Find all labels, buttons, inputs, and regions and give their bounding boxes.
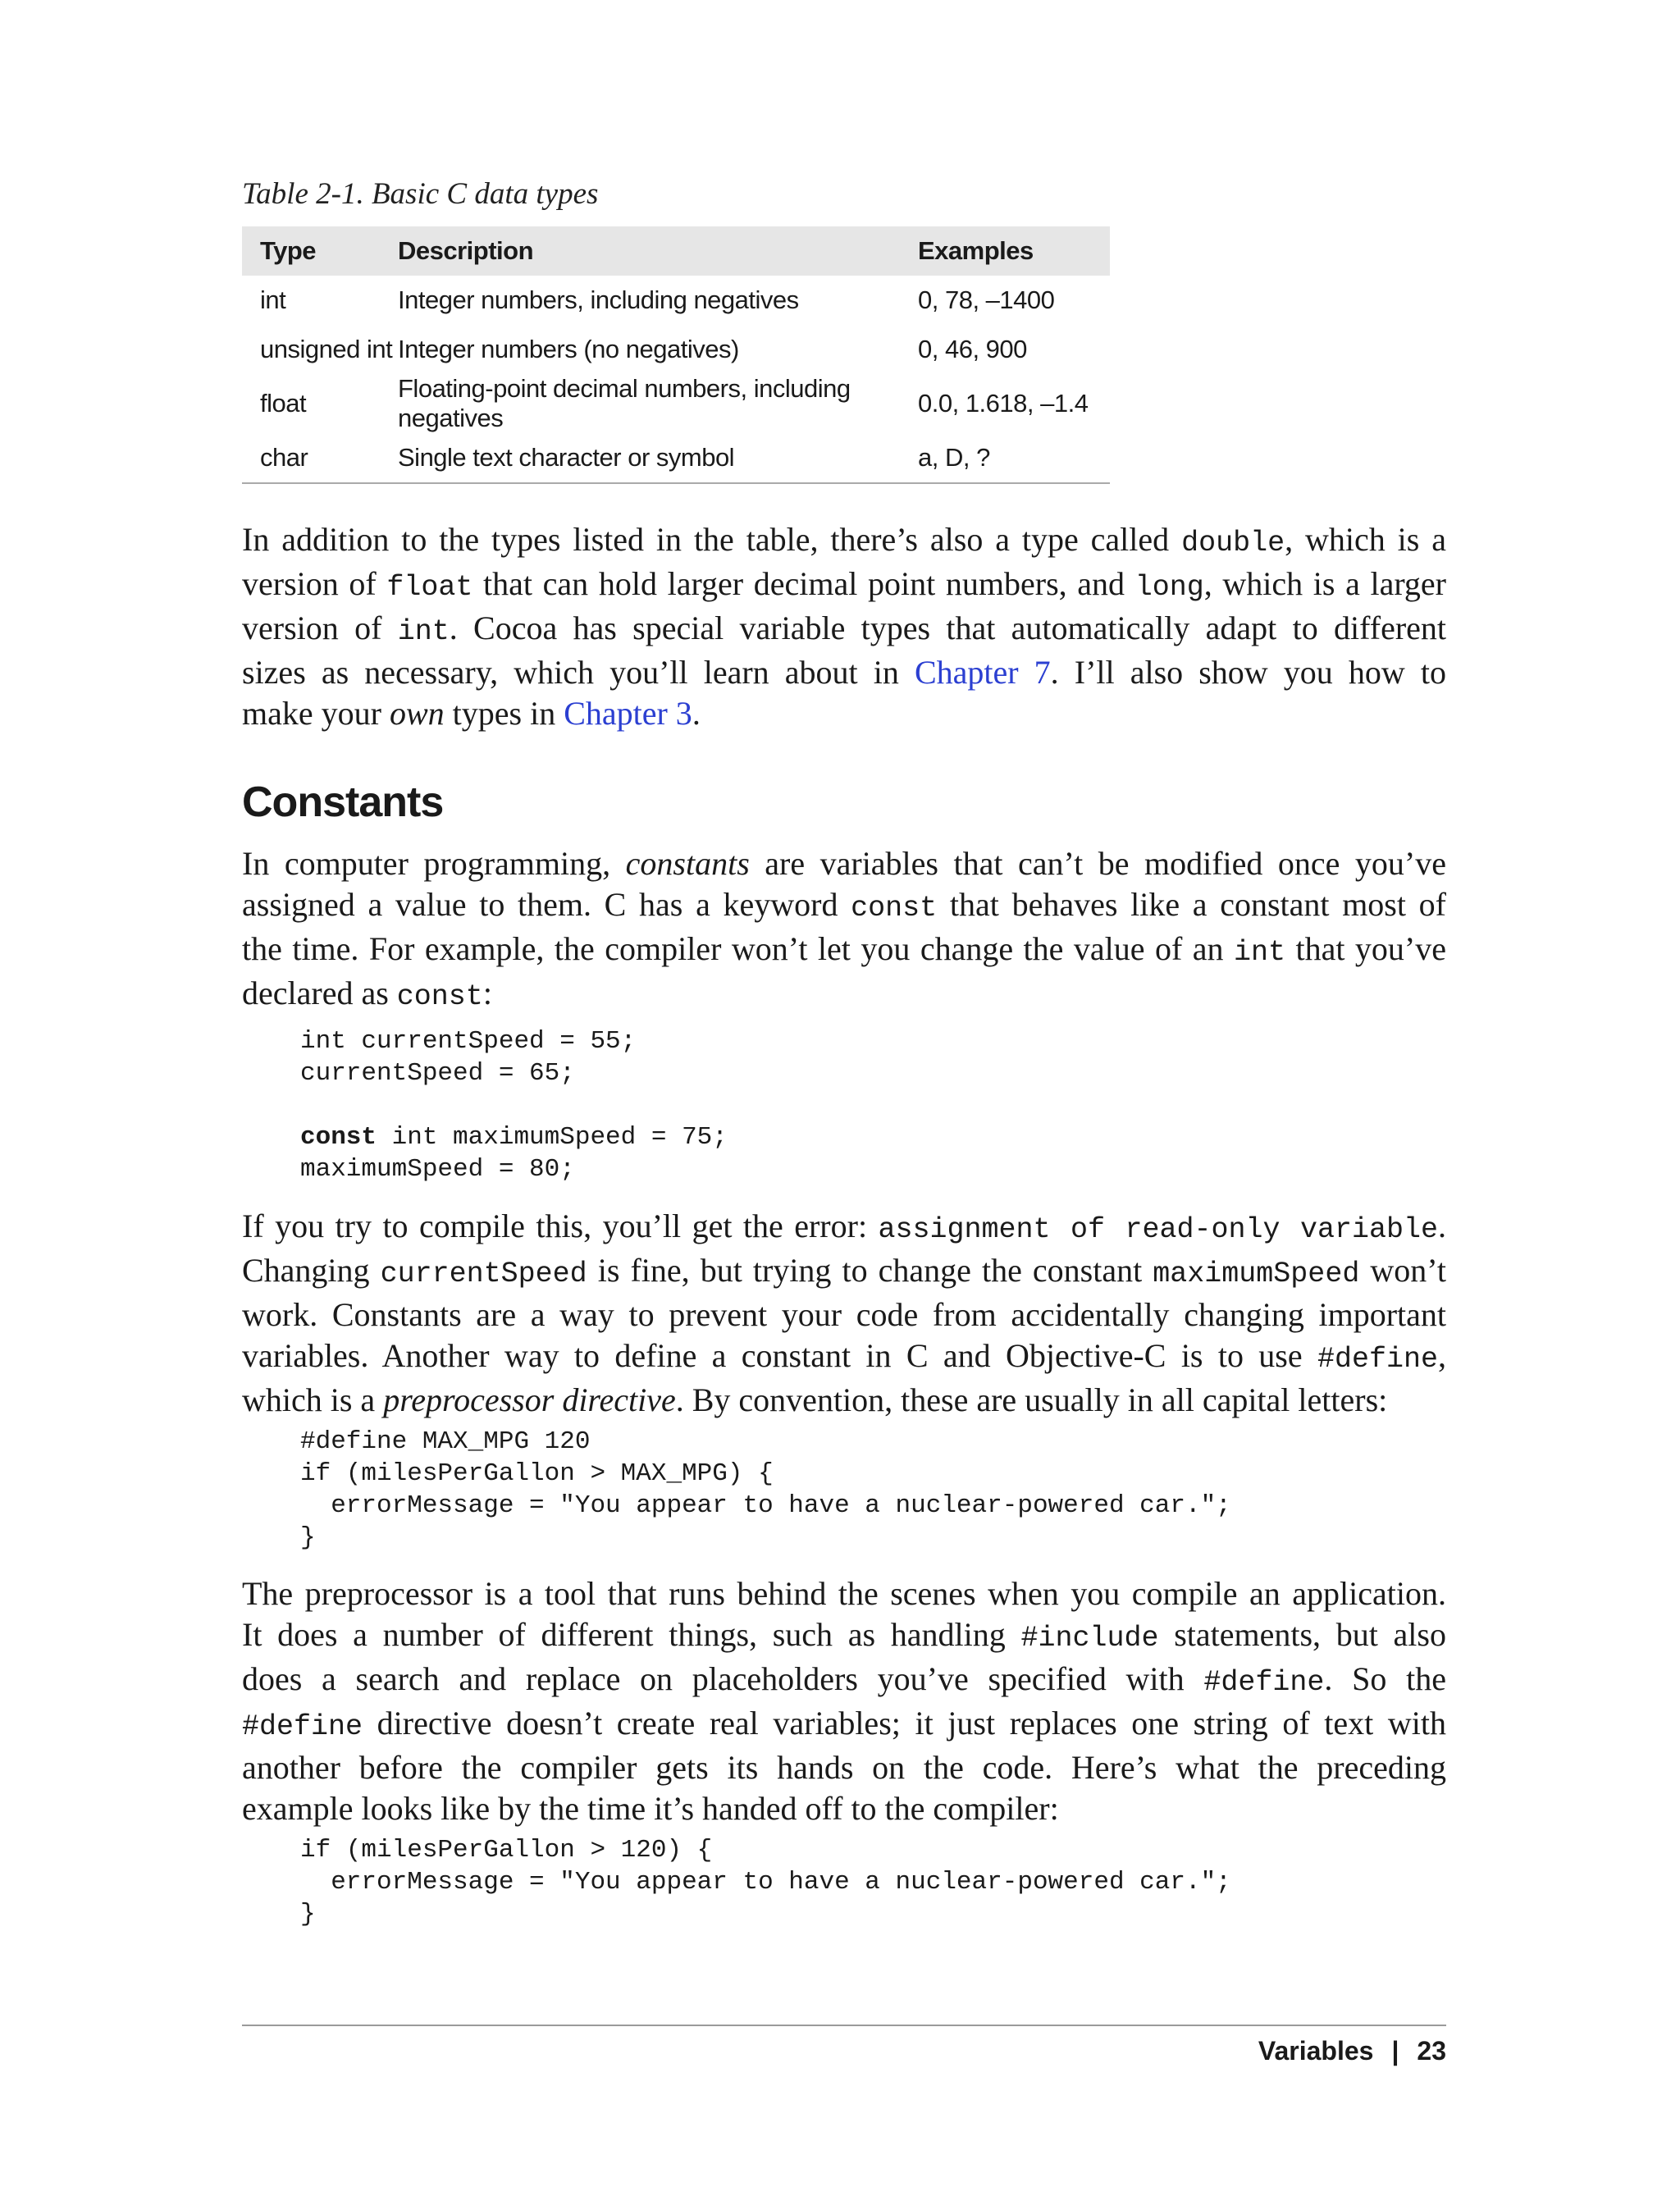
text-line [242, 1335, 1446, 1380]
inline-code: #define [242, 1710, 363, 1743]
text-line [242, 652, 1446, 693]
cell-type: char [242, 433, 398, 483]
text-run: , which is a larger [1203, 565, 1447, 602]
page-footer [1258, 2036, 1446, 2066]
text-line [242, 1380, 1446, 1421]
text-run: is fine, but trying to change the constant [587, 1252, 1153, 1289]
text-run: version of [242, 565, 387, 602]
code-block-define [300, 1426, 1231, 1554]
code-line: maximumSpeed = 80; [300, 1155, 575, 1184]
text-run: . I’ll also show you how to [1050, 654, 1446, 691]
text-run: In computer programming, [242, 845, 626, 882]
text-line: another before the compiler gets its hands on the code. Here’s what the preceding [242, 1749, 1446, 1786]
paragraph-constants-intro [242, 843, 1446, 1017]
text-run: does a search and replace on placeholders you’ve specified with [242, 1660, 1204, 1697]
inline-code: const [851, 892, 938, 924]
text-run: Changing [242, 1252, 381, 1289]
inline-code: float [386, 571, 473, 604]
table-row [242, 433, 1110, 483]
text-line [242, 519, 1446, 564]
footer-divider [242, 2025, 1446, 2026]
inline-code: assignment of read-only variable [878, 1213, 1439, 1246]
code-line: } [300, 1523, 316, 1552]
cell-examples: a, D, ? [908, 433, 1110, 483]
footer-separator: | [1391, 2036, 1399, 2066]
text-run: : [482, 975, 492, 1011]
page-number: 23 [1417, 2036, 1446, 2066]
code-block-const [300, 1025, 728, 1185]
text-line: The preprocessor is a tool that runs behind the scenes when you compile an application. [242, 1575, 1446, 1612]
text-line: work. Constants are a way to prevent your code from accidentally changing important [242, 1296, 1446, 1333]
table-row [242, 374, 1110, 433]
cell-description: Integer numbers (no negatives) [398, 335, 739, 363]
text-line [242, 884, 1446, 929]
paragraph-data-types [242, 519, 1446, 734]
paragraph-preprocessor [242, 1573, 1446, 1829]
text-run: . [692, 695, 701, 732]
text-line [242, 973, 1446, 1017]
text-line [242, 564, 1446, 608]
chapter-3-link[interactable]: Chapter 3 [564, 695, 692, 732]
text-run: assigned a value to them. C has a keyword [242, 886, 851, 923]
code-line: errorMessage = "You appear to have a nuclear-powered car."; [300, 1868, 1231, 1897]
text-run: that behaves like a constant most of [937, 886, 1446, 923]
text-run: statements, but also [1158, 1616, 1446, 1653]
text-run: sizes as necessary, which you’ll learn about in [242, 654, 915, 691]
text-run: In addition to the types listed in the table, there’s also a type called [242, 521, 1182, 558]
text-run: , [1438, 1337, 1446, 1374]
cell-description: Integer numbers, including negatives [398, 285, 799, 314]
code-line: errorMessage = "You appear to have a nuclear-powered car."; [300, 1491, 1231, 1520]
code-line: if (milesPerGallon > 120) { [300, 1836, 713, 1865]
cell-examples: 0.0, 1.618, –1.4 [918, 389, 1089, 418]
text-run: types in [444, 695, 564, 732]
text-run: . By convention, these are usually in all capital letters: [675, 1381, 1388, 1418]
text-line [242, 1614, 1446, 1659]
inline-code: #define [1317, 1343, 1438, 1376]
text-run: variables. Another way to define a constant in C and Objective-C is to use [242, 1337, 1317, 1374]
table-header-row [242, 226, 1110, 276]
cell-type: unsigned int [260, 335, 393, 363]
text-run: . Cocoa has special variable types that automatically adapt to different [449, 609, 1447, 646]
text-run: , which is a [1285, 521, 1446, 558]
inline-code: int [397, 615, 450, 648]
text-line: example looks like by the time it’s handed off to the compiler: [242, 1790, 1059, 1827]
code-line: int maximumSpeed = 75; [377, 1123, 728, 1152]
cell-description: Floating-point decimal numbers, including negatives [398, 374, 851, 432]
cell-examples: 0, 46, 900 [918, 335, 1027, 363]
text-line [242, 1659, 1446, 1703]
text-run: the time. For example, the compiler won’t let you change the value of an [242, 930, 1234, 967]
text-run: declared as [242, 975, 397, 1011]
text-run: It does a number of different things, such as handling [242, 1616, 1021, 1653]
emphasis: own [389, 695, 445, 732]
text-line [242, 693, 1446, 734]
inline-code: double [1181, 527, 1285, 559]
inline-code: long [1134, 571, 1204, 604]
text-run: make your [242, 695, 390, 732]
inline-code: int [1234, 936, 1286, 969]
code-line: currentSpeed = 65; [300, 1059, 575, 1088]
cell-description: Single text character or symbol [398, 433, 908, 483]
text-run: which is a [242, 1381, 384, 1418]
text-run: directive doesn’t create real variables; it just replaces one string of text with [363, 1705, 1446, 1742]
text-run: are variables that can’t be modified once you’ve [749, 845, 1446, 882]
inline-code: #define [1203, 1666, 1325, 1699]
cell-type: float [260, 389, 307, 418]
text-run: . [1438, 1208, 1447, 1244]
text-line [242, 843, 1446, 884]
emphasis: constants [625, 845, 750, 882]
table-row [242, 325, 1110, 374]
cell-type: int [260, 285, 286, 314]
text-run: version of [242, 609, 398, 646]
text-line [242, 1206, 1446, 1250]
text-line [242, 1703, 1446, 1747]
text-line [242, 929, 1446, 973]
code-line: int currentSpeed = 55; [300, 1027, 637, 1056]
code-line: #define MAX_MPG 120 [300, 1427, 591, 1456]
data-types-table [242, 226, 1110, 484]
inline-code: #include [1020, 1622, 1159, 1655]
text-line [242, 608, 1446, 652]
code-line: } [300, 1900, 316, 1929]
emphasis: preprocessor directive [383, 1381, 676, 1418]
chapter-7-link[interactable]: Chapter 7 [914, 654, 1051, 691]
code-keyword: const [300, 1123, 377, 1152]
footer-section-title: Variables [1258, 2036, 1374, 2066]
column-header-description: Description [398, 226, 908, 276]
text-run: If you try to compile this, you’ll get the error: [242, 1208, 879, 1244]
table-row [242, 276, 1110, 325]
inline-code: maximumSpeed [1153, 1258, 1360, 1290]
column-header-examples: Examples [908, 226, 1110, 276]
cell-examples: 0, 78, –1400 [918, 285, 1055, 314]
column-header-type: Type [242, 226, 398, 276]
code-line: if (milesPerGallon > MAX_MPG) { [300, 1459, 774, 1488]
text-line [242, 1250, 1446, 1294]
paragraph-compile-error [242, 1206, 1446, 1421]
text-run: won’t [1359, 1252, 1446, 1289]
inline-code: currentSpeed [380, 1258, 587, 1290]
section-heading: Constants [242, 778, 444, 826]
table-caption: Table 2-1. Basic C data types [242, 177, 599, 211]
code-block-expanded [300, 1834, 1231, 1930]
text-run: that can hold larger decimal point numbers, and [472, 565, 1135, 602]
text-run: . So the [1324, 1660, 1446, 1697]
text-run: that you’ve [1285, 930, 1447, 967]
inline-code: const [396, 980, 483, 1013]
